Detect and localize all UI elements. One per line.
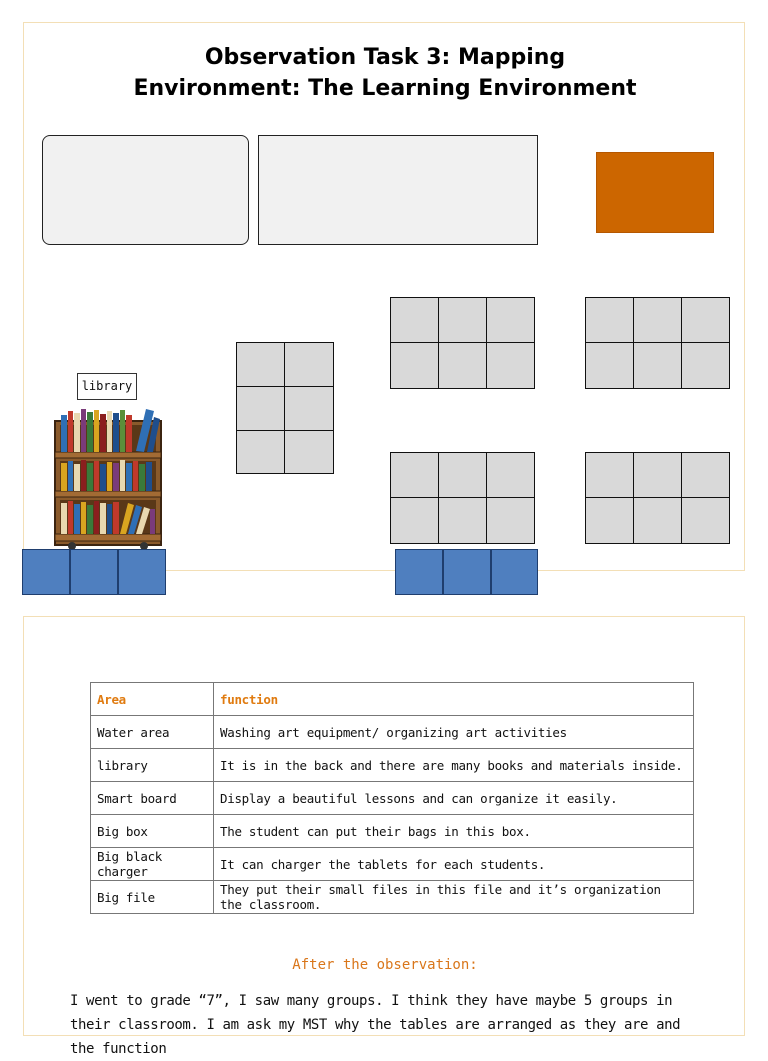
- desk: [390, 452, 440, 499]
- desk: [486, 297, 535, 344]
- desk: [438, 297, 488, 344]
- desk: [486, 342, 535, 389]
- desk: [438, 342, 488, 389]
- desk-group-4: [391, 453, 534, 543]
- bag-slot: [443, 549, 491, 595]
- bag-box-middle: [395, 549, 538, 595]
- table-page: [23, 616, 745, 1057]
- desk: [681, 342, 730, 389]
- cell-function: The student can put their bags in this box.: [214, 815, 694, 848]
- cell-function: It is in the back and there are many books and materials inside.: [214, 749, 694, 782]
- desk: [438, 452, 488, 499]
- desk-group-2: [391, 298, 534, 388]
- desk: [438, 497, 488, 544]
- bookshelf-icon: [50, 403, 166, 551]
- desk: [390, 497, 440, 544]
- table-header-row: [91, 683, 694, 716]
- cell-function: Washing art equipment/ organizing art activities: [214, 716, 694, 749]
- map-page: [23, 22, 745, 571]
- desk: [236, 386, 286, 432]
- smart-board-box: [258, 135, 538, 245]
- desk: [236, 430, 286, 474]
- area-function-table: [90, 682, 694, 914]
- header-function: function: [214, 683, 694, 716]
- desk: [390, 342, 440, 389]
- bag-box-left: [22, 549, 166, 595]
- desk: [585, 452, 635, 499]
- cell-area: Big box: [91, 815, 214, 848]
- desk: [585, 497, 635, 544]
- table-row: [91, 848, 694, 881]
- desk: [486, 497, 535, 544]
- desk: [633, 452, 683, 499]
- cell-area: Big black charger: [91, 848, 214, 881]
- desk: [681, 297, 730, 344]
- bag-slot: [118, 549, 166, 595]
- cell-function: They put their small files in this file and it’s organization the classroom.: [214, 881, 694, 914]
- desk: [284, 342, 334, 388]
- page-title: [24, 42, 746, 104]
- cell-area: Big file: [91, 881, 214, 914]
- desk: [236, 342, 286, 388]
- bag-slot: [70, 549, 118, 595]
- bag-slot: [491, 549, 538, 595]
- desk: [633, 497, 683, 544]
- bag-slot: [395, 549, 443, 595]
- library-label: library: [77, 373, 137, 400]
- desk-group-3: [586, 298, 729, 388]
- desk: [284, 430, 334, 474]
- cell-function: It can charger the tablets for each students.: [214, 848, 694, 881]
- after-observation-heading: After the observation:: [292, 957, 478, 973]
- title-line-1: Observation Task 3: Mapping: [204, 45, 566, 70]
- table-row: [91, 749, 694, 782]
- cell-area: Water area: [91, 716, 214, 749]
- desk: [585, 342, 635, 389]
- cell-area: Smart board: [91, 782, 214, 815]
- desk-group-1: [237, 343, 333, 473]
- desk: [681, 497, 730, 544]
- desk: [585, 297, 635, 344]
- observation-paragraph: I went to grade “7”, I saw many groups. I think they have maybe 5 groups in their classroom. I am ask my MST why the tables are arranged as they are and the function: [70, 993, 681, 1057]
- table-row: [91, 881, 694, 914]
- big-box-orange: [596, 152, 714, 233]
- desk: [390, 297, 440, 344]
- desk: [681, 452, 730, 499]
- desk: [486, 452, 535, 499]
- table-row: [91, 815, 694, 848]
- cell-area: library: [91, 749, 214, 782]
- header-area: Area: [91, 683, 214, 716]
- title-line-2: Environment: The Learning Environment: [133, 76, 637, 101]
- table-row: [91, 782, 694, 815]
- desk: [284, 386, 334, 432]
- water-area-box: [42, 135, 249, 245]
- desk-group-5: [586, 453, 729, 543]
- cell-function: Display a beautiful lessons and can organize it easily.: [214, 782, 694, 815]
- desk: [633, 342, 683, 389]
- table-row: [91, 716, 694, 749]
- desk: [633, 297, 683, 344]
- bag-slot: [22, 549, 70, 595]
